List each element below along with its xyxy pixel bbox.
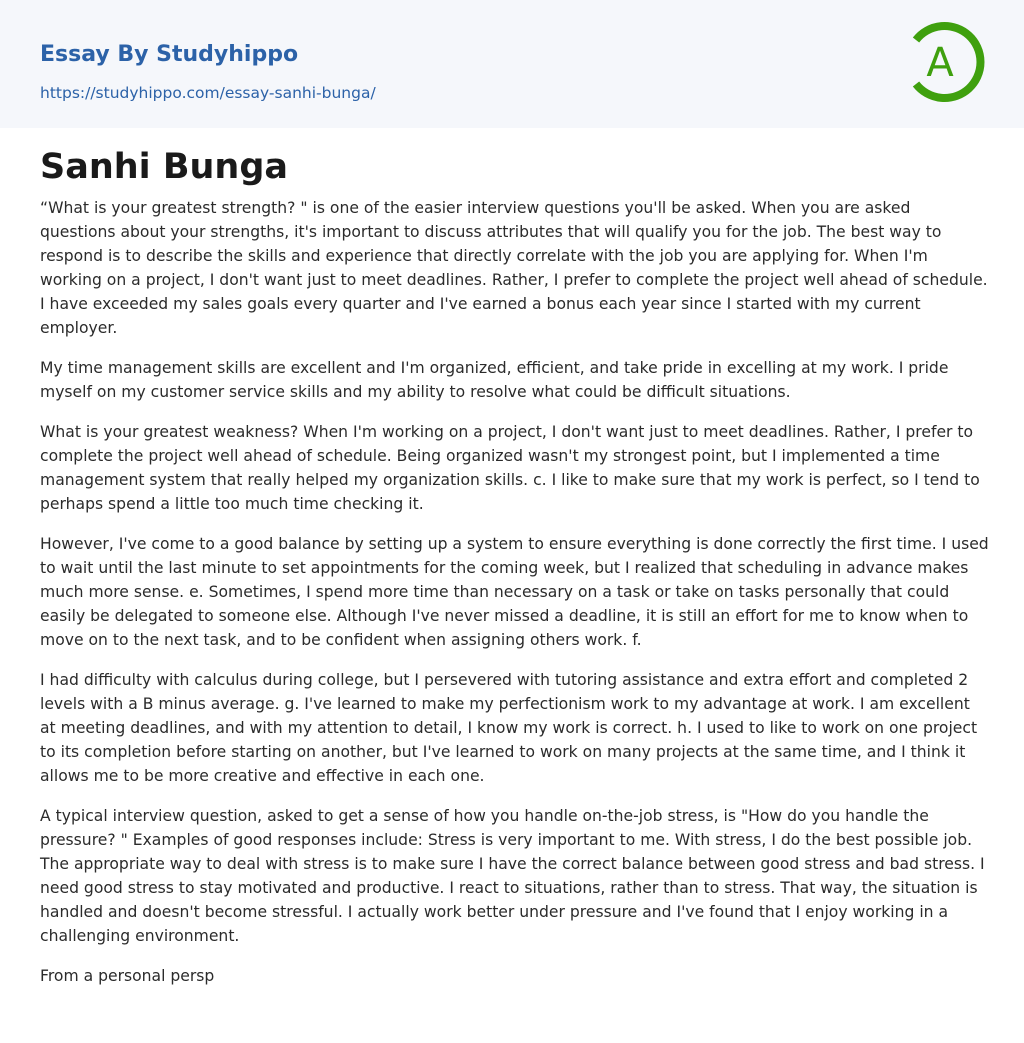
paragraph: My time management skills are excellent and I'm organized, efficient, and take pride in excelling at my work. I pride myself on my customer service skills and my ability to resolve what could be difficult situations. [40,359,949,401]
paragraph: What is your greatest weakness? When I'm working on a project, I don't want just to meet deadlines. Rather, I prefer to complete the project well ahead of schedule. Being organized wasn't my strongest point, but I implemented a time management system that really helped my organization skills. c. I like to make sure that my work is perfect, so I tend to perhaps spend a little too much time checking it. [40,423,980,513]
studyhippo-logo-icon[interactable] [900,18,988,106]
paragraph: A typical interview question, asked to get a sense of how you handle on-the-job stress, is "How do you handle the pressure? " Examples of good responses include: Stress is very important to me. With stress, I do the best possible job. The appropriate way to deal with stress is to make sure I have the correct balance between good stress and bad stress. I need good stress to stay motivated and productive. I react to situations, rather than to stress. That way, the situation is handled and doesn't become stressful. I actually work better under pressure and I've found that I enjoy working in a challenging environment. [40,807,985,945]
paragraph: I had difficulty with calculus during college, but I persevered with tutoring assistance and extra effort and completed 2 levels with a B minus average. g. I've learned to make my perfectionism work to my advantage at work. I am excellent at meeting deadlines, and with my attention to detail, I know my work is correct. h. I used to like to work on one project to its completion before starting on another, but I've learned to work on many projects at the same time, and I think it allows me to be more creative and effective in each one. [40,671,978,785]
essay-url-link[interactable]: https://studyhippo.com/essay-sanhi-bunga/ [40,84,376,102]
site-header [0,0,1024,128]
paragraph: From a personal persp [40,967,215,985]
paragraph: “What is your greatest strength? " is one of the easier interview questions you'll be asked. When you are asked questions about your strengths, it's important to discuss attributes that will qualify you for the job. The best way to respond is to describe the skills and experience that directly correlate with the job you are applying for. When I'm working on a project, I don't want just to meet deadlines. Rather, I prefer to complete the project well ahead of schedule. I have exceeded my sales goals every quarter and I've earned a bonus each year since I started with my current employer. [40,199,988,337]
brand-title: Essay By Studyhippo [40,42,299,67]
article-title: Sanhi Bunga [40,147,289,187]
paragraph: However, I've come to a good balance by setting up a system to ensure everything is done correctly the first time. I used to wait until the last minute to set appointments for the coming week, but I realized that scheduling in advance makes much more sense. e. Sometimes, I spend more time than necessary on a task or take on tasks personally that could easily be delegated to someone else. Although I've never missed a deadline, it is still an effort for me to know when to move on to the next task, and to be confident when assigning others work. f. [40,535,989,649]
svg-text:A: A [926,40,954,86]
article [0,128,1024,988]
